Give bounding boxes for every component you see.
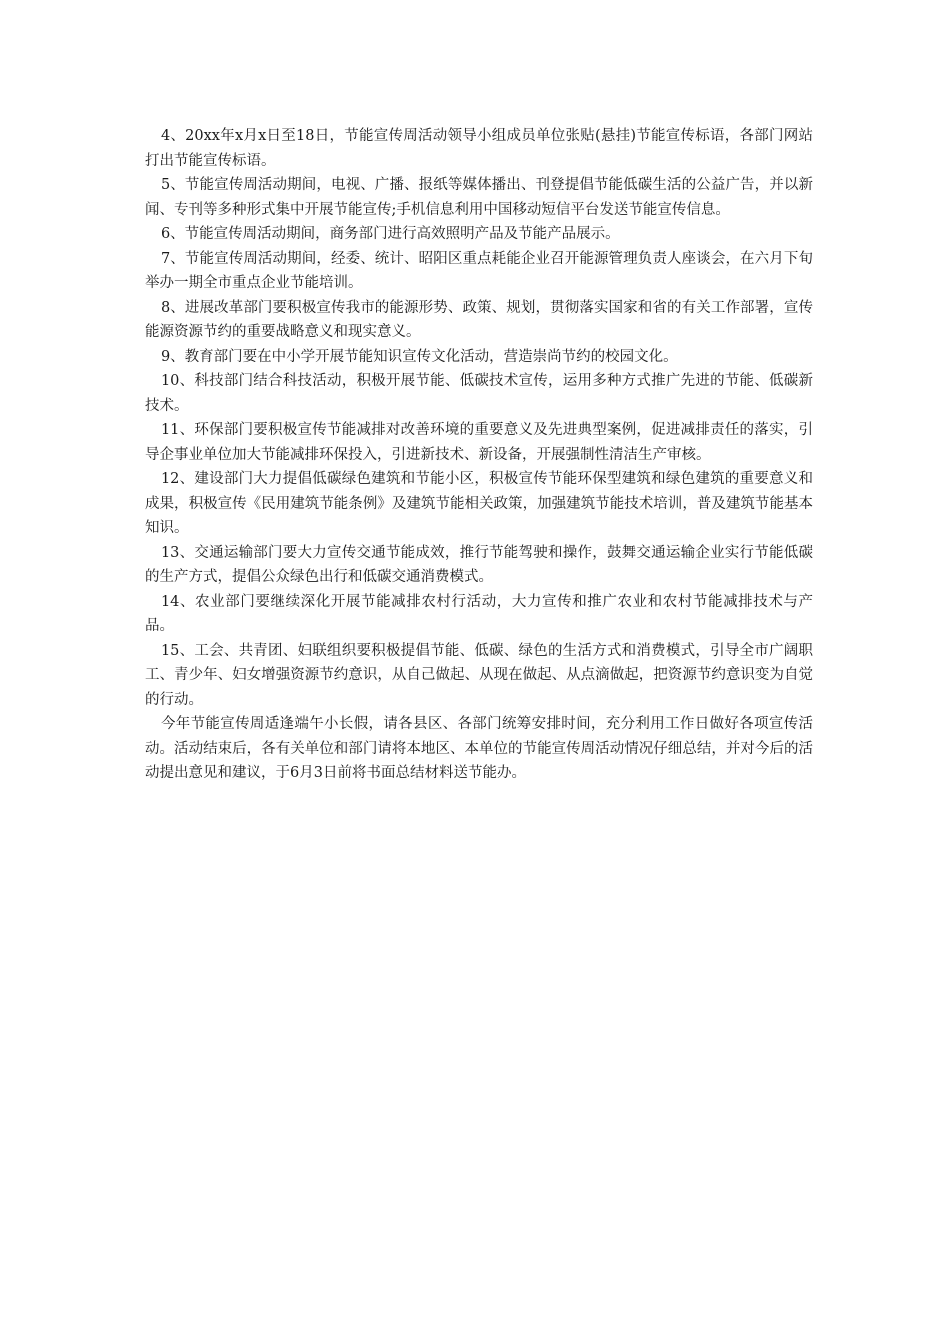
paragraph-item-5: 5、节能宣传周活动期间，电视、广播、报纸等媒体播出、刊登提倡节能低碳生活的公益广告，并以新闻、专刊等多种形式集中开展节能宣传;手机信息利用中国移动短信平台发送节能宣传信息。 <box>145 177 813 218</box>
paragraph-item-8: 8、进展改革部门要积极宣传我市的能源形势、政策、规划，贯彻落实国家和省的有关工作部署，宣传能源资源节约的重要战略意义和现实意义。 <box>145 299 813 340</box>
paragraph-item-12: 12、建设部门大力提倡低碳绿色建筑和节能小区，积极宣传节能环保型建筑和绿色建筑的重要意义和成果，积极宣传《民用建筑节能条例》及建筑节能相关政策，加强建筑节能技术培训，普及建筑节能基本知识。 <box>145 471 813 536</box>
paragraph-item-10: 10、科技部门结合科技活动，积极开展节能、低碳技术宣传，运用多种方式推广先进的节能、低碳新技术。 <box>145 373 813 414</box>
paragraph-item-15: 15、工会、共青团、妇联组织要积极提倡节能、低碳、绿色的生活方式和消费模式，引导全市广阔职工、青少年、妇女增强资源节约意识，从自己做起、从现在做起、从点滴做起，把资源节约意识变为自觉的行动。 <box>145 642 813 708</box>
paragraph-item-13: 13、交通运输部门要大力宣传交通节能成效，推行节能驾驶和操作，鼓舞交通运输企业实行节能低碳的生产方式，提倡公众绿色出行和低碳交通消费模式。 <box>145 544 813 585</box>
paragraph-item-4: 4、20xx年x月x日至18日，节能宣传周活动领导小组成员单位张贴(悬挂)节能宣传标语，各部门网站打出节能宣传标语。 <box>145 128 813 169</box>
paragraph-item-7: 7、节能宣传周活动期间，经委、统计、昭阳区重点耗能企业召开能源管理负责人座谈会，在六月下旬举办一期全市重点企业节能培训。 <box>145 250 813 291</box>
paragraph-item-6: 6、节能宣传周活动期间，商务部门进行高效照明产品及节能产品展示。 <box>160 226 620 242</box>
document-body <box>145 124 813 786</box>
paragraph-closing: 今年节能宣传周适逢端午小长假，请各县区、各部门统筹安排时间，充分利用工作日做好各项宣传活动。活动结束后，各有关单位和部门请将本地区、本单位的节能宣传周活动情况仔细总结，并对今后的活动提出意见和建议，于6月3日前将书面总结材料送节能办。 <box>145 716 813 781</box>
paragraph-item-11: 11、环保部门要积极宣传节能减排对改善环境的重要意义及先进典型案例，促进减排责任的落实，引导企事业单位加大节能减排环保投入，引进新技术、新设备，开展强制性清洁生产审核。 <box>145 422 813 463</box>
paragraph-item-9: 9、教育部门要在中小学开展节能知识宣传文化活动，营造崇尚节约的校园文化。 <box>160 348 678 365</box>
paragraph-item-14: 14、农业部门要继续深化开展节能减排农村行活动，大力宣传和推广农业和农村节能减排技术与产品。 <box>145 593 813 634</box>
